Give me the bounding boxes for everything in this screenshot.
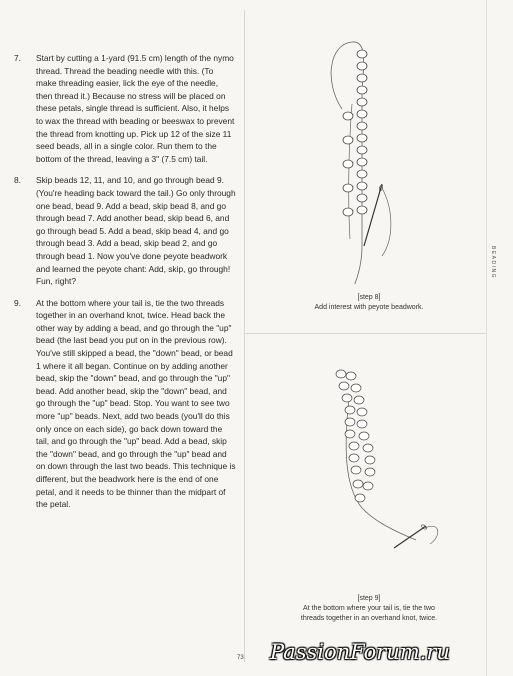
bead (357, 110, 367, 118)
step-label: [step 8] (357, 294, 381, 301)
bead (357, 134, 367, 142)
step-9-illustration (244, 356, 486, 556)
step-7 (14, 52, 236, 165)
bead (359, 432, 369, 440)
bead (357, 420, 367, 428)
bead (357, 74, 367, 82)
step-text: At the bottom where your tail is, tie the two threads together in an overhand knot, twice. Head back the other way by adding a bead, and go through the "up" bead (the last bead you put on in the previous row). You've still skipped a bead, the "down" bead, or bead 1 where it all began. Continue on by adding another bead, skip the "down" bead, and go through the "up" bead. Add another bead, skip the "down" bead, and go through the "up" bead. Stop. You want to see two more "up" beads. Next, add two beads (you'll do this only once on each side), go back down toward the tail, and go through the "up" bead. Add a bead, skip the "down" bead, and go through the "up" bead and on down through the last two beads. This technique is different, but the beadwork here is the end of one petal, and it needs to be thinner than the midpart of the petal. (36, 297, 236, 510)
step-number: 9. (14, 297, 21, 308)
bead (357, 62, 367, 70)
bead (336, 370, 346, 378)
bead (339, 382, 349, 390)
figure-caption-step-9 (294, 594, 444, 624)
bead (345, 418, 355, 426)
watermark-logo: PassionForum.ru (270, 640, 450, 664)
bead-column (343, 50, 367, 216)
bead (343, 160, 353, 168)
bead (363, 444, 373, 452)
bead-cluster (336, 370, 375, 502)
figure-caption-step-8 (294, 293, 444, 313)
bead (345, 406, 355, 414)
step-number: 7. (14, 53, 21, 63)
bead (343, 208, 353, 216)
return-thread-line (349, 104, 352, 239)
needle-thread (425, 526, 438, 544)
bead (345, 430, 355, 438)
bead (357, 98, 367, 106)
bead (349, 442, 359, 450)
instructions-column (14, 52, 236, 520)
bead (346, 372, 356, 380)
step-text: Skip beads 12, 11, and 10, and go through bead 9. (You're heading back toward the tail.) Go only through one bead, bead 9. Add a bead, skip bead 8, and go through bead 7. Add another bead, skip bead 6, and go through bead 5. Add a bead, skip bead 4, and go through bead 3. Add a bead, skip bead 2, and go through bead 1. Now you've done peyote beadwork and learned the peyote chant: Add, skip, go through! Fun, right? (36, 175, 236, 287)
page-number: 73 (237, 655, 244, 661)
figure-divider (244, 333, 486, 334)
needle-icon (394, 526, 426, 548)
bead (357, 86, 367, 94)
bead (343, 136, 353, 144)
bead (365, 456, 375, 464)
step-label: [step 9] (357, 595, 381, 602)
bead (365, 468, 375, 476)
step-8-illustration (244, 34, 486, 284)
bead (357, 122, 367, 130)
bead (342, 394, 352, 402)
step-text: Start by cutting a 1-yard (91.5 cm) length of the nymo thread. Thread the beading needle with this. (To make threading easier, lick the eye of the needle, then thread it.) Because no stress will be placed on these petals, single thread is sufficient. Also, it helps to wax the thread with beading or beeswax to prevent the thread from knotting up. Pick up 12 of the size 11 seed beads, all in a single color. Run them to the bottom of the thread, leaving a 3" (7.5 cm) tail. (36, 53, 235, 164)
bead (355, 494, 365, 502)
step-number: 8. (14, 175, 21, 186)
needle-thread (381, 186, 391, 256)
bead (351, 384, 361, 392)
bead (357, 170, 367, 178)
bead (349, 454, 359, 462)
bead (363, 482, 373, 490)
step-9 (14, 297, 236, 511)
bead (351, 466, 361, 474)
caption-text: At the bottom where your tail is, tie the two threads together in an overhand knot, twice. (300, 605, 438, 622)
bead (357, 158, 367, 166)
bead (343, 184, 353, 192)
bead (357, 408, 367, 416)
step-8 (14, 174, 236, 287)
bead (357, 146, 367, 154)
bead (353, 480, 363, 488)
bead (354, 396, 364, 404)
bead (357, 206, 367, 214)
bead (343, 112, 353, 120)
section-side-label: BEADING (490, 246, 496, 280)
needle-icon (364, 184, 382, 246)
page-edge-line (486, 0, 487, 676)
bead (357, 182, 367, 190)
caption-text: Add interest with peyote beadwork. (314, 304, 424, 311)
bead (357, 50, 367, 58)
bead (357, 194, 367, 202)
